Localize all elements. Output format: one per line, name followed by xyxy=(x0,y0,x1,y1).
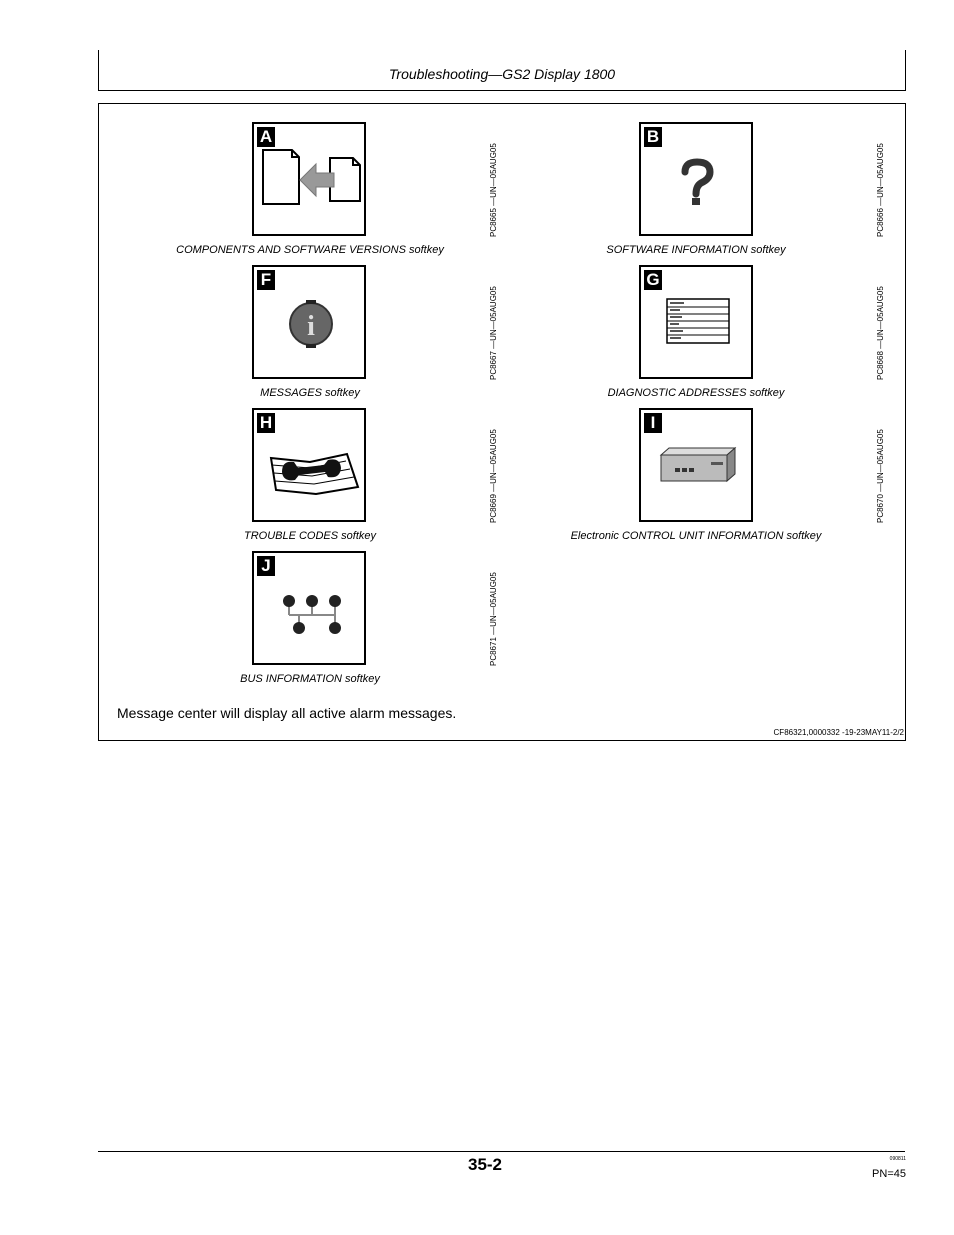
softkey-icon-f xyxy=(252,265,366,379)
figure-code: PC8671 —UN—05AUG05 xyxy=(489,572,498,666)
bus-network-icon xyxy=(254,553,364,663)
softkey-letter: G xyxy=(644,270,662,290)
softkey-letter: F xyxy=(257,270,275,290)
softkey-icon-a xyxy=(252,122,366,236)
svg-text:i: i xyxy=(307,311,315,342)
softkey-icon-i xyxy=(639,408,753,522)
info-icon xyxy=(254,267,364,377)
softkey-icon-h xyxy=(252,408,366,522)
reference-code: CF86321,0000332 -19-23MAY11-2/2 xyxy=(773,728,904,737)
address-list-icon xyxy=(641,267,751,377)
figure-code: PC8669 —UN—05AUG05 xyxy=(489,429,498,523)
file-transfer-icon xyxy=(254,124,364,234)
wrench-book-icon xyxy=(254,410,364,520)
softkey-icon-b xyxy=(639,122,753,236)
softkey-panel xyxy=(98,103,906,741)
softkey-caption: BUS INFORMATION softkey xyxy=(240,673,380,685)
softkey-letter: A xyxy=(257,127,275,147)
softkey-letter: H xyxy=(257,413,275,433)
figure-code: PC8668 —UN—05AUG05 xyxy=(876,286,885,380)
softkey-icon-g xyxy=(639,265,753,379)
footer-pn: PN=45 xyxy=(872,1168,906,1180)
page-title: Troubleshooting—GS2 Display 1800 xyxy=(388,66,616,82)
control-unit-icon xyxy=(641,410,751,520)
footer-divider xyxy=(98,1151,905,1152)
page-header xyxy=(98,50,906,91)
softkey-caption: Electronic CONTROL UNIT INFORMATION softkey xyxy=(570,530,822,542)
figure-code: PC8666 —UN—05AUG05 xyxy=(876,143,885,237)
softkey-caption: TROUBLE CODES softkey xyxy=(243,530,377,542)
softkey-caption: COMPONENTS AND SOFTWARE VERSIONS softkey xyxy=(176,244,444,256)
softkey-letter: I xyxy=(644,413,662,433)
softkey-icon-j xyxy=(252,551,366,665)
footer-date-code: 090811 xyxy=(889,1156,906,1162)
figure-code: PC8670 —UN—05AUG05 xyxy=(876,429,885,523)
softkey-letter: B xyxy=(644,127,662,147)
softkey-caption: SOFTWARE INFORMATION softkey xyxy=(606,244,786,256)
question-mark-icon xyxy=(641,124,751,234)
page-number: 35-2 xyxy=(467,1155,503,1174)
figure-code: PC8665 —UN—05AUG05 xyxy=(489,143,498,237)
message-text: Message center will display all active alarm messages. xyxy=(117,705,457,721)
softkey-caption: MESSAGES softkey xyxy=(260,387,360,399)
softkey-caption: DIAGNOSTIC ADDRESSES softkey xyxy=(607,387,785,399)
figure-code: PC8667 —UN—05AUG05 xyxy=(489,286,498,380)
softkey-letter: J xyxy=(257,556,275,576)
